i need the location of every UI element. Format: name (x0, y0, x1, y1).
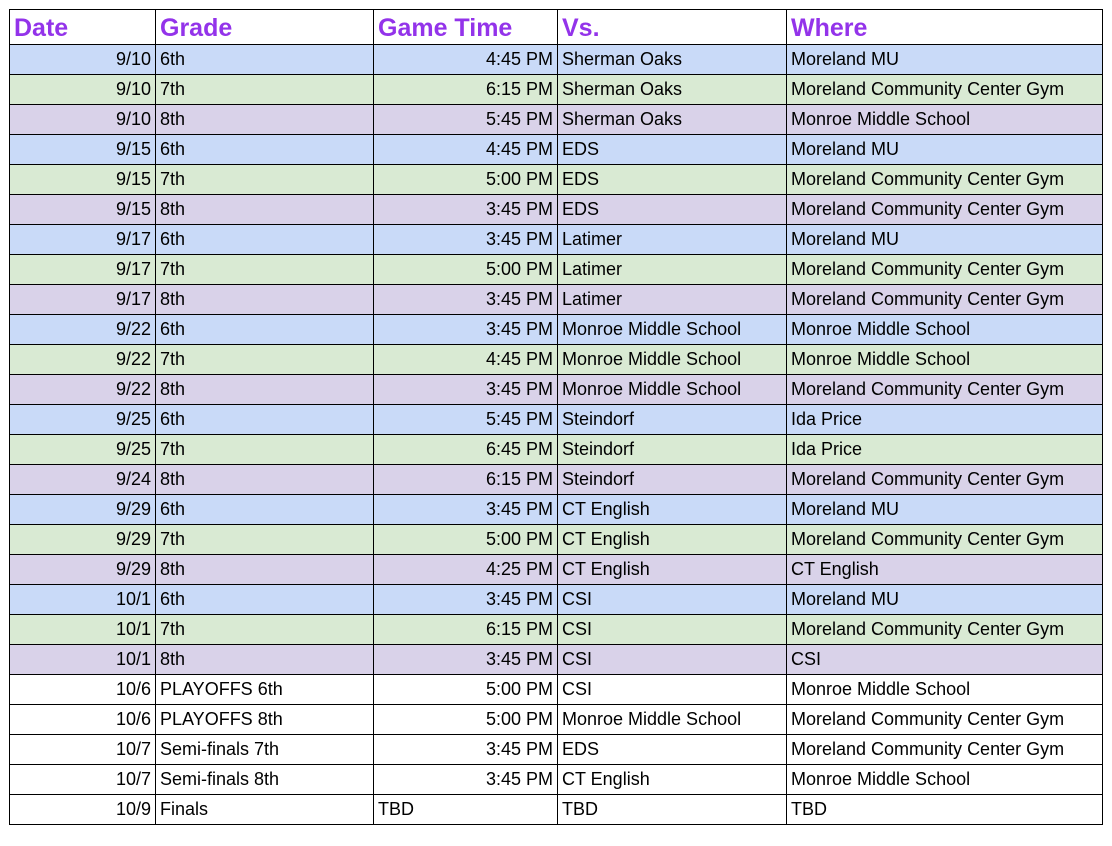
table-row (10, 525, 1103, 555)
cell-game-time[interactable]: 6:45 PM (374, 435, 558, 465)
table-row (10, 135, 1103, 165)
cell-grade[interactable]: 8th (156, 465, 374, 495)
table-row (10, 345, 1103, 375)
cell-where[interactable]: Moreland MU (787, 585, 1103, 615)
cell-grade[interactable]: 6th (156, 315, 374, 345)
cell-where[interactable]: Monroe Middle School (787, 675, 1103, 705)
cell-game-time[interactable]: 4:45 PM (374, 135, 558, 165)
cell-game-time[interactable]: 5:45 PM (374, 105, 558, 135)
cell-date[interactable]: 9/29 (10, 525, 156, 555)
cell-grade[interactable]: 7th (156, 165, 374, 195)
table-row (10, 45, 1103, 75)
cell-vs[interactable]: Monroe Middle School (558, 705, 787, 735)
header-grade[interactable]: Grade (156, 10, 374, 45)
cell-game-time[interactable]: 5:45 PM (374, 405, 558, 435)
cell-grade[interactable]: 8th (156, 555, 374, 585)
cell-where[interactable]: Moreland Community Center Gym (787, 75, 1103, 105)
cell-where[interactable]: Moreland Community Center Gym (787, 525, 1103, 555)
table-row (10, 225, 1103, 255)
cell-game-time[interactable]: 5:00 PM (374, 255, 558, 285)
cell-grade[interactable]: 6th (156, 225, 374, 255)
cell-vs[interactable]: Monroe Middle School (558, 345, 787, 375)
table-row (10, 105, 1103, 135)
cell-where[interactable]: Ida Price (787, 435, 1103, 465)
header-where[interactable]: Where (787, 10, 1103, 45)
cell-date[interactable]: 9/17 (10, 255, 156, 285)
table-row-final (10, 795, 1103, 825)
cell-vs[interactable]: CSI (558, 615, 787, 645)
cell-where[interactable]: Moreland Community Center Gym (787, 735, 1103, 765)
cell-date[interactable]: 9/17 (10, 285, 156, 315)
cell-game-time[interactable]: 3:45 PM (374, 225, 558, 255)
cell-where[interactable]: Monroe Middle School (787, 105, 1103, 135)
table-row (10, 465, 1103, 495)
cell-where[interactable]: Moreland Community Center Gym (787, 615, 1103, 645)
cell-grade[interactable]: 7th (156, 615, 374, 645)
cell-grade[interactable]: 6th (156, 495, 374, 525)
cell-where[interactable]: CSI (787, 645, 1103, 675)
cell-date[interactable]: 10/1 (10, 585, 156, 615)
cell-vs[interactable]: CSI (558, 645, 787, 675)
cell-game-time[interactable]: 3:45 PM (374, 645, 558, 675)
cell-vs[interactable]: EDS (558, 135, 787, 165)
cell-game-time[interactable]: 5:00 PM (374, 675, 558, 705)
cell-vs[interactable]: Latimer (558, 255, 787, 285)
cell-date[interactable]: 9/15 (10, 135, 156, 165)
cell-where[interactable]: Moreland Community Center Gym (787, 195, 1103, 225)
cell-grade[interactable]: 7th (156, 345, 374, 375)
cell-vs[interactable]: Monroe Middle School (558, 315, 787, 345)
cell-date[interactable]: 9/10 (10, 75, 156, 105)
cell-where[interactable]: Moreland MU (787, 135, 1103, 165)
table-row-playoff (10, 675, 1103, 705)
cell-vs[interactable]: EDS (558, 165, 787, 195)
cell-where[interactable]: Monroe Middle School (787, 765, 1103, 795)
cell-grade[interactable]: 8th (156, 645, 374, 675)
cell-date[interactable]: 10/6 (10, 675, 156, 705)
table-row (10, 165, 1103, 195)
cell-vs[interactable]: Latimer (558, 225, 787, 255)
table-row-semifinal (10, 735, 1103, 765)
table-row (10, 195, 1103, 225)
cell-date[interactable]: 9/25 (10, 405, 156, 435)
cell-date[interactable]: 9/24 (10, 465, 156, 495)
cell-vs[interactable]: CT English (558, 525, 787, 555)
cell-game-time[interactable]: 3:45 PM (374, 375, 558, 405)
cell-game-time[interactable]: 6:15 PM (374, 75, 558, 105)
cell-date[interactable]: 9/17 (10, 225, 156, 255)
cell-grade[interactable]: 7th (156, 525, 374, 555)
cell-vs[interactable]: Sherman Oaks (558, 105, 787, 135)
cell-vs[interactable]: TBD (558, 795, 787, 825)
cell-game-time[interactable]: 4:45 PM (374, 345, 558, 375)
cell-where[interactable]: Moreland MU (787, 45, 1103, 75)
cell-where[interactable]: Moreland Community Center Gym (787, 285, 1103, 315)
table-row (10, 255, 1103, 285)
cell-vs[interactable]: CT English (558, 555, 787, 585)
cell-date[interactable]: 9/15 (10, 195, 156, 225)
cell-date[interactable]: 9/25 (10, 435, 156, 465)
header-vs[interactable]: Vs. (558, 10, 787, 45)
header-date[interactable]: Date (10, 10, 156, 45)
cell-vs[interactable]: CSI (558, 675, 787, 705)
cell-grade[interactable]: 6th (156, 45, 374, 75)
table-row (10, 615, 1103, 645)
cell-game-time[interactable]: 5:00 PM (374, 705, 558, 735)
cell-where[interactable]: Moreland Community Center Gym (787, 705, 1103, 735)
table-row (10, 585, 1103, 615)
cell-grade[interactable]: 7th (156, 75, 374, 105)
cell-where[interactable]: Moreland Community Center Gym (787, 255, 1103, 285)
table-row (10, 495, 1103, 525)
cell-vs[interactable]: Steindorf (558, 405, 787, 435)
cell-vs[interactable]: Sherman Oaks (558, 75, 787, 105)
cell-vs[interactable]: Steindorf (558, 465, 787, 495)
table-row (10, 315, 1103, 345)
cell-grade[interactable]: Finals (156, 795, 374, 825)
cell-game-time[interactable]: 3:45 PM (374, 195, 558, 225)
cell-game-time[interactable]: TBD (374, 795, 558, 825)
table-row (10, 645, 1103, 675)
table-row (10, 375, 1103, 405)
cell-grade[interactable]: PLAYOFFS 8th (156, 705, 374, 735)
cell-date[interactable]: 10/1 (10, 645, 156, 675)
cell-date[interactable]: 10/1 (10, 615, 156, 645)
cell-date[interactable]: 9/15 (10, 165, 156, 195)
cell-game-time[interactable]: 3:45 PM (374, 285, 558, 315)
cell-where[interactable]: Ida Price (787, 405, 1103, 435)
table-row (10, 555, 1103, 585)
cell-vs[interactable]: Monroe Middle School (558, 375, 787, 405)
table-row-semifinal (10, 765, 1103, 795)
cell-game-time[interactable]: 3:45 PM (374, 315, 558, 345)
table-row (10, 405, 1103, 435)
table-row (10, 435, 1103, 465)
cell-vs[interactable]: CT English (558, 765, 787, 795)
cell-date[interactable]: 9/22 (10, 345, 156, 375)
cell-date[interactable]: 9/22 (10, 315, 156, 345)
cell-game-time[interactable]: 3:45 PM (374, 735, 558, 765)
cell-date[interactable]: 10/7 (10, 765, 156, 795)
cell-vs[interactable]: EDS (558, 195, 787, 225)
cell-grade[interactable]: 6th (156, 135, 374, 165)
cell-grade[interactable]: 8th (156, 285, 374, 315)
cell-where[interactable]: Moreland Community Center Gym (787, 375, 1103, 405)
cell-where[interactable]: TBD (787, 795, 1103, 825)
cell-game-time[interactable]: 3:45 PM (374, 765, 558, 795)
cell-date[interactable]: 10/6 (10, 705, 156, 735)
cell-vs[interactable]: Latimer (558, 285, 787, 315)
cell-date[interactable]: 10/9 (10, 795, 156, 825)
header-row (10, 10, 1103, 45)
cell-vs[interactable]: Steindorf (558, 435, 787, 465)
cell-vs[interactable]: Sherman Oaks (558, 45, 787, 75)
cell-where[interactable]: Monroe Middle School (787, 315, 1103, 345)
cell-date[interactable]: 9/10 (10, 105, 156, 135)
cell-game-time[interactable]: 6:15 PM (374, 615, 558, 645)
cell-grade[interactable]: 6th (156, 585, 374, 615)
cell-game-time[interactable]: 4:25 PM (374, 555, 558, 585)
table-row-playoff (10, 705, 1103, 735)
cell-where[interactable]: Monroe Middle School (787, 345, 1103, 375)
cell-grade[interactable]: 8th (156, 375, 374, 405)
cell-game-time[interactable]: 4:45 PM (374, 45, 558, 75)
cell-vs[interactable]: CT English (558, 495, 787, 525)
cell-where[interactable]: Moreland Community Center Gym (787, 165, 1103, 195)
cell-grade[interactable]: PLAYOFFS 6th (156, 675, 374, 705)
cell-where[interactable]: Moreland MU (787, 495, 1103, 525)
cell-grade[interactable]: 8th (156, 195, 374, 225)
cell-where[interactable]: CT English (787, 555, 1103, 585)
cell-vs[interactable]: EDS (558, 735, 787, 765)
cell-game-time[interactable]: 5:00 PM (374, 165, 558, 195)
table-row (10, 75, 1103, 105)
table-row (10, 285, 1103, 315)
cell-date[interactable]: 9/29 (10, 495, 156, 525)
cell-date[interactable]: 9/22 (10, 375, 156, 405)
cell-game-time[interactable]: 3:45 PM (374, 495, 558, 525)
schedule-body (10, 45, 1103, 825)
cell-date[interactable]: 9/10 (10, 45, 156, 75)
cell-grade[interactable]: 7th (156, 255, 374, 285)
cell-game-time[interactable]: 3:45 PM (374, 585, 558, 615)
cell-date[interactable]: 10/7 (10, 735, 156, 765)
cell-game-time[interactable]: 6:15 PM (374, 465, 558, 495)
cell-where[interactable]: Moreland Community Center Gym (787, 465, 1103, 495)
cell-grade[interactable]: 6th (156, 405, 374, 435)
cell-game-time[interactable]: 5:00 PM (374, 525, 558, 555)
game-schedule-table (9, 9, 1103, 825)
cell-date[interactable]: 9/29 (10, 555, 156, 585)
cell-grade[interactable]: Semi-finals 8th (156, 765, 374, 795)
cell-where[interactable]: Moreland MU (787, 225, 1103, 255)
cell-vs[interactable]: CSI (558, 585, 787, 615)
cell-grade[interactable]: Semi-finals 7th (156, 735, 374, 765)
cell-grade[interactable]: 7th (156, 435, 374, 465)
header-game-time[interactable]: Game Time (374, 10, 558, 45)
cell-grade[interactable]: 8th (156, 105, 374, 135)
